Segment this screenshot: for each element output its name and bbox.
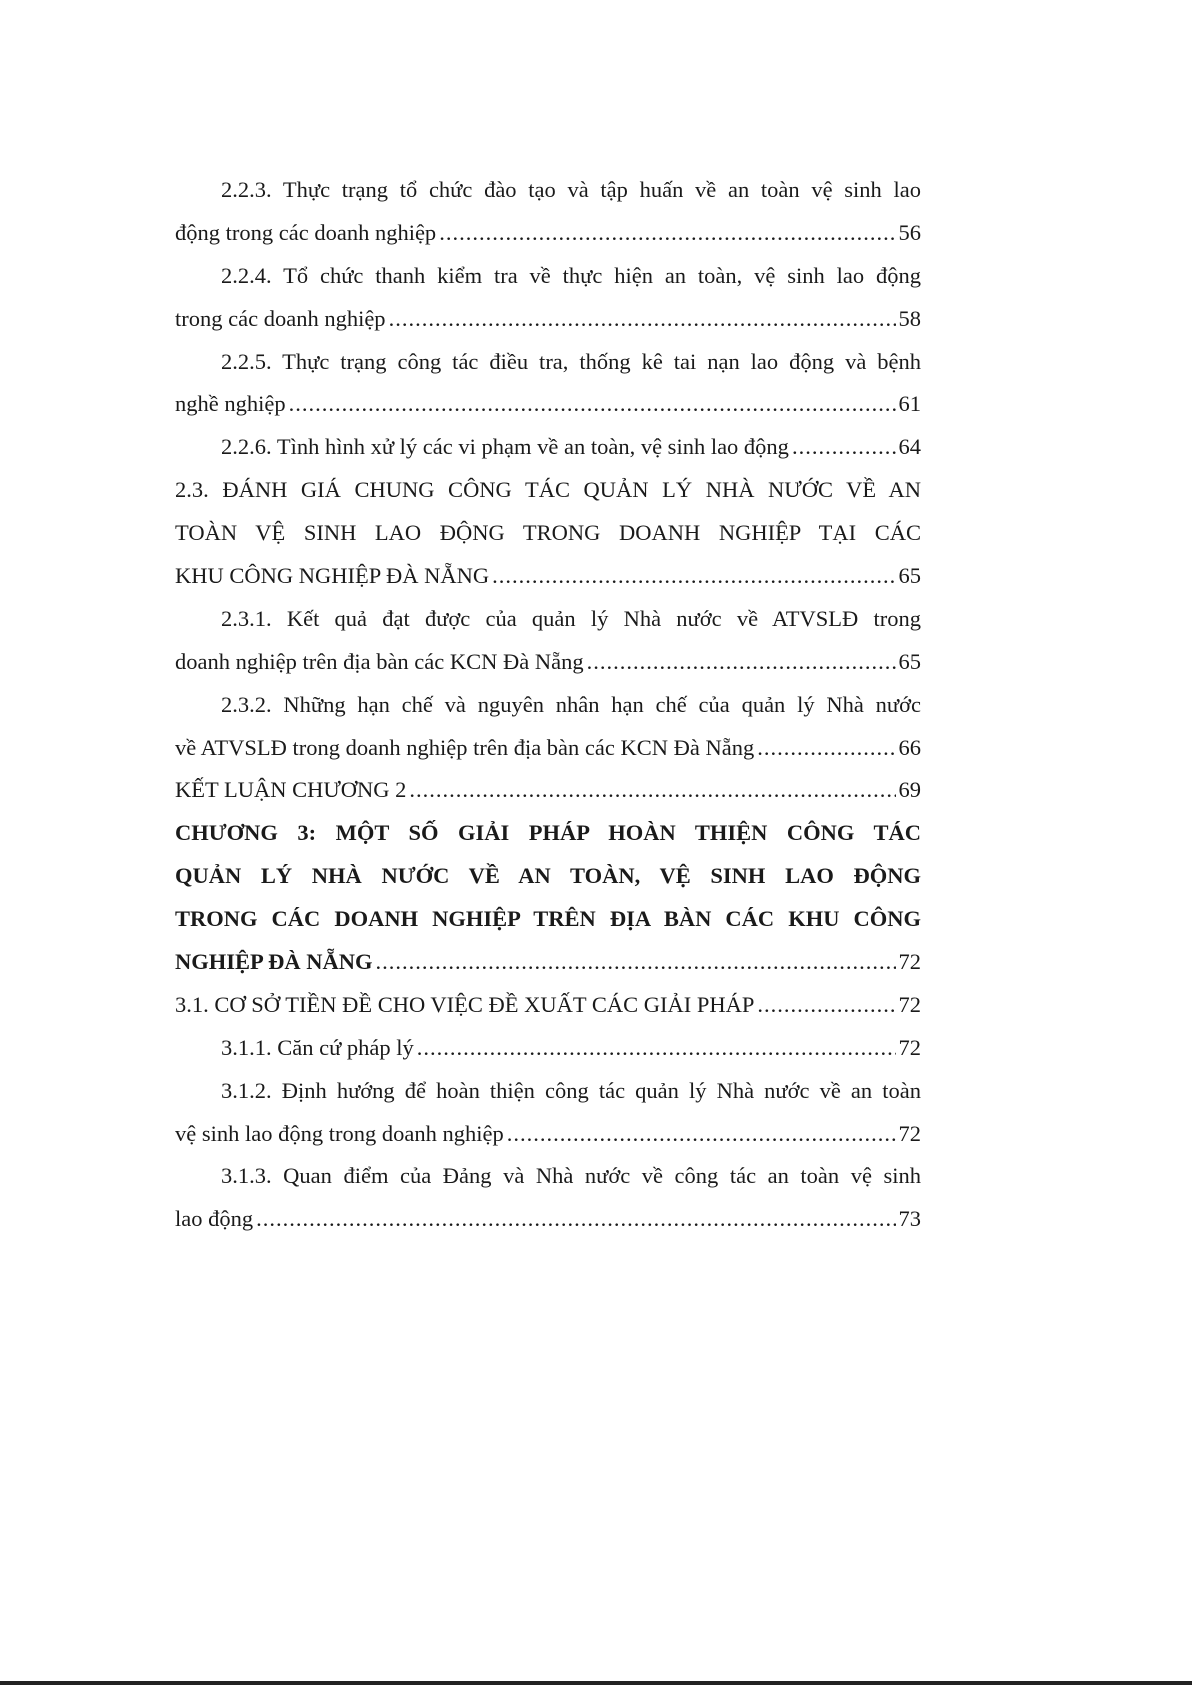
- toc-entry-2-2-4-line-1: 2.2.4. Tổ chức thanh kiểm tra về thực hiện an toàn, vệ sinh lao động: [221, 262, 921, 288]
- dot-leader: [757, 984, 895, 1027]
- toc-entry-3-1-1: [175, 1027, 921, 1070]
- toc-entry-text: nghề nghiệp: [175, 391, 286, 417]
- toc-entry-3-1-2-line-1: 3.1.2. Định hướng để hoàn thiện công tác quản lý Nhà nước về an toàn: [221, 1077, 921, 1103]
- toc-entry-3-1-3-line-1: 3.1.3. Quan điểm của Đảng và Nhà nước về công tác an toàn vệ sinh: [221, 1163, 921, 1189]
- toc-page-number: 72: [898, 1034, 921, 1060]
- dot-leader: [409, 769, 895, 812]
- dot-leader: [376, 941, 896, 984]
- toc-entry-text: KHU CÔNG NGHIỆP ĐÀ NẴNG: [175, 563, 490, 589]
- toc-entry-2-3-2-line-2: [175, 727, 921, 770]
- toc-entry-chuong-3-line-4: [175, 941, 921, 984]
- toc-entry-text: doanh nghiệp trên địa bàn các KCN Đà Nẵng: [175, 648, 584, 674]
- toc-entry-2-2-4-line-2: [175, 298, 921, 341]
- toc-entry-3-1-2-line-2: [175, 1113, 921, 1156]
- dot-leader: [587, 641, 896, 684]
- dot-leader: [507, 1113, 896, 1156]
- dot-leader: [757, 727, 895, 770]
- toc-page-number: 69: [898, 777, 921, 803]
- dot-leader: [289, 383, 896, 426]
- toc-entry-2-3-1-line-1: 2.3.1. Kết quả đạt được của quản lý Nhà nước về ATVSLĐ trong: [221, 605, 921, 631]
- toc-entry-3-1: [175, 984, 921, 1027]
- toc-page-number: 58: [898, 305, 921, 331]
- toc-entry-chuong-3-line-3: TRONG CÁC DOANH NGHIỆP TRÊN ĐỊA BÀN CÁC KHU CÔNG: [175, 906, 921, 932]
- toc-entry-text: NGHIỆP ĐÀ NẴNG: [175, 949, 373, 975]
- toc-entry-2-3-line-2: TOÀN VỆ SINH LAO ĐỘNG TRONG DOANH NGHIỆP TẠI CÁC: [175, 520, 921, 546]
- toc-entry-text: 2.2.6. Tình hình xử lý các vi phạm về an toàn, vệ sinh lao động: [221, 434, 789, 460]
- toc-entry-chuong-3-line-1: CHƯƠNG 3: MỘT SỐ GIẢI PHÁP HOÀN THIỆN CÔNG TÁC: [175, 820, 921, 846]
- toc-entry-text: 3.1.1. Căn cứ pháp lý: [221, 1034, 414, 1060]
- toc-entry-text: trong các doanh nghiệp: [175, 305, 386, 331]
- toc-entry-2-2-3-line-2: [175, 212, 921, 255]
- toc-entry-chuong-3-line-2: QUẢN LÝ NHÀ NƯỚC VỀ AN TOÀN, VỆ SINH LAO ĐỘNG: [175, 863, 921, 889]
- toc-entry-3-1-3-line-2: [175, 1198, 921, 1241]
- toc-page-number: 65: [898, 563, 921, 589]
- toc-entry-text: KẾT LUẬN CHƯƠNG 2: [175, 777, 407, 803]
- toc-page-number: 73: [898, 1206, 921, 1232]
- dot-leader: [792, 426, 896, 469]
- toc-page-number: 65: [898, 648, 921, 674]
- toc-entry-2-2-6: [175, 426, 921, 469]
- toc-entry-2-2-3-line-1: 2.2.3. Thực trạng tổ chức đào tạo và tập huấn về an toàn vệ sinh lao: [221, 177, 921, 202]
- toc-page-number: 72: [898, 991, 921, 1017]
- toc-entry-2-3-2-line-1: 2.3.2. Những hạn chế và nguyên nhân hạn chế của quản lý Nhà nước: [221, 691, 921, 717]
- toc-page-number: 61: [898, 391, 921, 417]
- toc-entry-text: về ATVSLĐ trong doanh nghiệp trên địa bàn các KCN Đà Nẵng: [175, 734, 755, 760]
- toc-entry-text: vệ sinh lao động trong doanh nghiệp: [175, 1120, 504, 1146]
- dot-leader: [256, 1198, 895, 1241]
- toc-entry-2-3-1-line-2: [175, 641, 921, 684]
- dot-leader: [439, 212, 895, 255]
- toc-page-number: 64: [898, 434, 921, 460]
- bottom-rule: [0, 1681, 1192, 1685]
- toc-entry-2-2-5-line-1: 2.2.5. Thực trạng công tác điều tra, thống kê tai nạn lao động và bệnh: [221, 348, 921, 374]
- toc-page-number: 56: [898, 219, 921, 245]
- toc-entry-2-2-5-line-2: [175, 383, 921, 426]
- dot-leader: [417, 1027, 896, 1070]
- dot-leader: [492, 555, 895, 598]
- toc-entry-text: động trong các doanh nghiệp: [175, 219, 437, 245]
- toc-page-number: 72: [898, 1120, 921, 1146]
- toc-entry-text: 3.1. CƠ SỞ TIỀN ĐỀ CHO VIỆC ĐỀ XUẤT CÁC GIẢI PHÁP: [175, 991, 755, 1017]
- toc-entry-2-3-line-1: 2.3. ĐÁNH GIÁ CHUNG CÔNG TÁC QUẢN LÝ NHÀ NƯỚC VỀ AN: [175, 477, 921, 503]
- toc-page-number: 72: [898, 949, 921, 975]
- toc-page-number: 66: [898, 734, 921, 760]
- dot-leader: [389, 298, 896, 341]
- toc-entry-ket-luan-chuong-2: [175, 769, 921, 812]
- table-of-contents: [175, 169, 921, 1241]
- toc-entry-2-3-line-3: [175, 555, 921, 598]
- toc-entry-text: lao động: [175, 1206, 254, 1232]
